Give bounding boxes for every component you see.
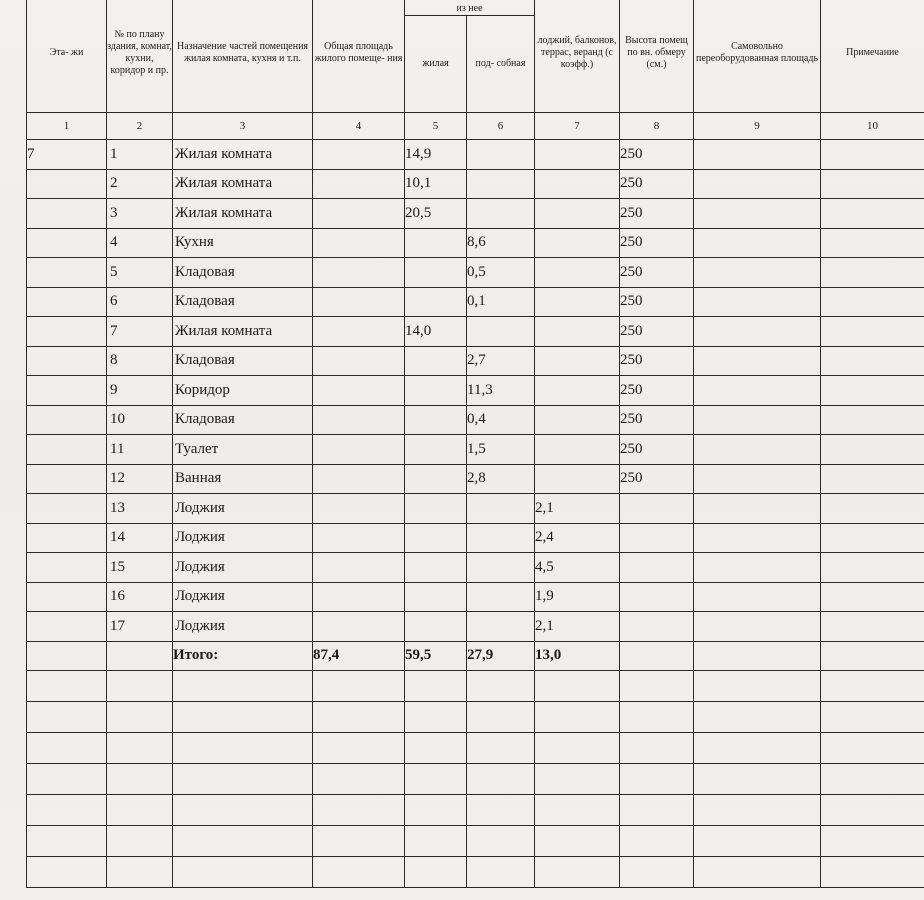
- column-number: 8: [620, 113, 694, 140]
- auxiliary-area-cell: [467, 317, 535, 347]
- auxiliary-area-cell: [467, 582, 535, 612]
- loggia-area-cell: [535, 346, 620, 376]
- height-cell: 250: [620, 317, 694, 347]
- empty-row: [27, 763, 924, 794]
- auxiliary-area-cell: 0,1: [467, 287, 535, 317]
- reconstructed-area-cell: [694, 140, 821, 170]
- column-number-row: [27, 113, 924, 140]
- room-inventory-table: [26, 0, 924, 888]
- empty-row: [27, 825, 924, 856]
- table-row: [27, 199, 924, 229]
- note-cell: [821, 582, 924, 612]
- note-cell: [821, 523, 924, 553]
- auxiliary-area-cell: 2,7: [467, 346, 535, 376]
- reconstructed-area-cell: [694, 494, 821, 524]
- plan-number-cell: 4: [107, 228, 173, 258]
- floor-cell: [27, 435, 107, 465]
- table-row: [27, 405, 924, 435]
- reconstructed-area-cell: [694, 553, 821, 583]
- height-cell: 250: [620, 405, 694, 435]
- empty-row: [27, 701, 924, 732]
- note-cell: [821, 346, 924, 376]
- room-purpose-cell: Лоджия: [173, 612, 313, 642]
- reconstructed-area-cell: [694, 405, 821, 435]
- note-cell: [821, 199, 924, 229]
- living-area-cell: [405, 346, 467, 376]
- total-area-cell: [313, 317, 405, 347]
- room-purpose-cell: Кладовая: [173, 346, 313, 376]
- room-purpose-cell: Лоджия: [173, 582, 313, 612]
- room-purpose-cell: Лоджия: [173, 523, 313, 553]
- height-cell: 250: [620, 169, 694, 199]
- header-floor: Эта- жи: [27, 0, 107, 113]
- height-cell: 250: [620, 228, 694, 258]
- living-area-cell: [405, 228, 467, 258]
- table-row: [27, 435, 924, 465]
- note-cell: [821, 169, 924, 199]
- height-cell: [620, 582, 694, 612]
- height-cell: 250: [620, 199, 694, 229]
- auxiliary-area-cell: [467, 140, 535, 170]
- loggia-area-cell: [535, 287, 620, 317]
- header-purpose: Назначение частей помещения жилая комната, кухня и т.п.: [173, 0, 313, 113]
- total-area-cell: [313, 523, 405, 553]
- room-purpose-cell: Коридор: [173, 376, 313, 406]
- plan-number-cell: 15: [107, 553, 173, 583]
- floor-cell: [27, 582, 107, 612]
- height-cell: [620, 494, 694, 524]
- room-purpose-cell: Жилая комната: [173, 317, 313, 347]
- auxiliary-area-cell: [467, 523, 535, 553]
- living-area-cell: [405, 582, 467, 612]
- table-row: [27, 140, 924, 170]
- total-area-cell: [313, 435, 405, 465]
- note-cell: [821, 612, 924, 642]
- living-area-cell: [405, 376, 467, 406]
- plan-number-cell: 16: [107, 582, 173, 612]
- reconstructed-area-cell: [694, 612, 821, 642]
- total-area-cell: [313, 258, 405, 288]
- loggia-area-cell: 1,9: [535, 582, 620, 612]
- header-living: жилая: [405, 16, 467, 113]
- floor-cell: [27, 199, 107, 229]
- column-number: 3: [173, 113, 313, 140]
- plan-number-cell: 3: [107, 199, 173, 229]
- height-cell: [620, 523, 694, 553]
- floor-cell: [27, 612, 107, 642]
- height-cell: 250: [620, 346, 694, 376]
- note-cell: [821, 553, 924, 583]
- room-purpose-cell: Кухня: [173, 228, 313, 258]
- reconstructed-area-cell: [694, 258, 821, 288]
- floor-cell: [27, 317, 107, 347]
- height-cell: [620, 612, 694, 642]
- reconstructed-area-cell: [694, 346, 821, 376]
- total-area-cell: [313, 612, 405, 642]
- auxiliary-area-cell: 8,6: [467, 228, 535, 258]
- note-cell: [821, 228, 924, 258]
- auxiliary-area-cell: [467, 612, 535, 642]
- plan-number-cell: 7: [107, 317, 173, 347]
- column-number: 7: [535, 113, 620, 140]
- plan-number-cell: 2: [107, 169, 173, 199]
- floor-cell: [27, 553, 107, 583]
- plan-number-cell: 5: [107, 258, 173, 288]
- floor-cell: 7: [27, 140, 107, 170]
- living-area-cell: [405, 464, 467, 494]
- reconstructed-area-cell: [694, 582, 821, 612]
- total-area-cell: [313, 140, 405, 170]
- auxiliary-area-cell: 11,3: [467, 376, 535, 406]
- room-purpose-cell: Жилая комната: [173, 169, 313, 199]
- auxiliary-area-cell: [467, 199, 535, 229]
- loggia-area-cell: [535, 405, 620, 435]
- note-cell: [821, 435, 924, 465]
- floor-cell: [27, 169, 107, 199]
- room-purpose-cell: Жилая комната: [173, 140, 313, 170]
- total-area-cell: [313, 405, 405, 435]
- table-row: [27, 612, 924, 642]
- column-number: 4: [313, 113, 405, 140]
- header-loggia: лоджий, балконов, террас, веранд (с коэфф.): [535, 0, 620, 113]
- room-purpose-cell: Кладовая: [173, 258, 313, 288]
- floor-cell: [27, 228, 107, 258]
- header-reconstructed-area: Самовольно переоборудованная площадь: [694, 0, 821, 113]
- reconstructed-area-cell: [694, 228, 821, 258]
- loggia-area-cell: 4,5: [535, 553, 620, 583]
- floor-cell: [27, 405, 107, 435]
- auxiliary-area-cell: 0,4: [467, 405, 535, 435]
- room-purpose-cell: Лоджия: [173, 553, 313, 583]
- floor-cell: [27, 523, 107, 553]
- floor-cell: [27, 494, 107, 524]
- total-area-cell: [313, 228, 405, 258]
- auxiliary-area-cell: [467, 494, 535, 524]
- plan-number-cell: 1: [107, 140, 173, 170]
- table-row: [27, 376, 924, 406]
- total-area-cell: [313, 287, 405, 317]
- total-area-sum: 87,4: [313, 641, 405, 670]
- table-row: [27, 464, 924, 494]
- empty-row: [27, 856, 924, 887]
- total-area-cell: [313, 582, 405, 612]
- living-area-cell: [405, 612, 467, 642]
- table-row: [27, 258, 924, 288]
- height-cell: 250: [620, 140, 694, 170]
- header-total-area: Общая площадь жилого помеще- ния: [313, 0, 405, 113]
- header-auxiliary: под- собная: [467, 16, 535, 113]
- loggia-area-cell: 2,1: [535, 612, 620, 642]
- living-area-cell: [405, 523, 467, 553]
- table-row: [27, 582, 924, 612]
- total-area-cell: [313, 169, 405, 199]
- loggia-area-cell: [535, 435, 620, 465]
- total-label: Итого:: [173, 641, 313, 670]
- room-purpose-cell: Жилая комната: [173, 199, 313, 229]
- living-area-cell: 10,1: [405, 169, 467, 199]
- column-number: 9: [694, 113, 821, 140]
- reconstructed-area-cell: [694, 199, 821, 229]
- table-row: [27, 523, 924, 553]
- height-cell: 250: [620, 258, 694, 288]
- table-row: [27, 169, 924, 199]
- room-purpose-cell: Кладовая: [173, 287, 313, 317]
- header-note: Примечание: [821, 0, 924, 113]
- total-row: [27, 641, 924, 670]
- loggia-area-cell: 2,1: [535, 494, 620, 524]
- floor-cell: [27, 346, 107, 376]
- total-area-cell: [313, 494, 405, 524]
- total-area-cell: [313, 464, 405, 494]
- floor-cell: [27, 258, 107, 288]
- reconstructed-area-cell: [694, 376, 821, 406]
- header-plan-number: № по плану здания, комнат, кухни, коридор и пр.: [107, 0, 173, 113]
- plan-number-cell: 6: [107, 287, 173, 317]
- table-row: [27, 346, 924, 376]
- loggia-area-cell: 2,4: [535, 523, 620, 553]
- loggia-area-cell: [535, 464, 620, 494]
- loggia-area-cell: [535, 258, 620, 288]
- living-area-cell: [405, 435, 467, 465]
- plan-number-cell: 11: [107, 435, 173, 465]
- loggia-area-cell: [535, 140, 620, 170]
- loggia-area-cell: [535, 376, 620, 406]
- total-loggia-sum: 13,0: [535, 641, 620, 670]
- table-row: [27, 287, 924, 317]
- height-cell: 250: [620, 464, 694, 494]
- room-purpose-cell: Туалет: [173, 435, 313, 465]
- room-purpose-cell: Кладовая: [173, 405, 313, 435]
- loggia-area-cell: [535, 228, 620, 258]
- note-cell: [821, 464, 924, 494]
- plan-number-cell: 8: [107, 346, 173, 376]
- auxiliary-area-cell: 1,5: [467, 435, 535, 465]
- note-cell: [821, 140, 924, 170]
- room-purpose-cell: Лоджия: [173, 494, 313, 524]
- height-cell: [620, 553, 694, 583]
- total-area-cell: [313, 553, 405, 583]
- living-area-cell: 20,5: [405, 199, 467, 229]
- total-aux-sum: 27,9: [467, 641, 535, 670]
- height-cell: 250: [620, 435, 694, 465]
- plan-number-cell: 17: [107, 612, 173, 642]
- auxiliary-area-cell: 0,5: [467, 258, 535, 288]
- note-cell: [821, 258, 924, 288]
- plan-number-cell: 10: [107, 405, 173, 435]
- plan-number-cell: 13: [107, 494, 173, 524]
- column-number: 2: [107, 113, 173, 140]
- note-cell: [821, 376, 924, 406]
- reconstructed-area-cell: [694, 287, 821, 317]
- column-number: 1: [27, 113, 107, 140]
- empty-row: [27, 732, 924, 763]
- total-area-cell: [313, 376, 405, 406]
- column-number: 6: [467, 113, 535, 140]
- note-cell: [821, 405, 924, 435]
- empty-row: [27, 794, 924, 825]
- auxiliary-area-cell: 2,8: [467, 464, 535, 494]
- reconstructed-area-cell: [694, 317, 821, 347]
- header-height: Высота помещ по вн. обмеру (см.): [620, 0, 694, 113]
- living-area-cell: 14,9: [405, 140, 467, 170]
- height-cell: 250: [620, 287, 694, 317]
- table-row: [27, 553, 924, 583]
- header-of-it: из нее: [405, 0, 535, 16]
- living-area-cell: [405, 405, 467, 435]
- note-cell: [821, 287, 924, 317]
- living-area-cell: 14,0: [405, 317, 467, 347]
- table-row: [27, 494, 924, 524]
- floor-cell: [27, 376, 107, 406]
- column-number: 10: [821, 113, 924, 140]
- room-purpose-cell: Ванная: [173, 464, 313, 494]
- living-area-cell: [405, 553, 467, 583]
- loggia-area-cell: [535, 317, 620, 347]
- total-area-cell: [313, 346, 405, 376]
- living-area-cell: [405, 494, 467, 524]
- total-area-cell: [313, 199, 405, 229]
- table-row: [27, 317, 924, 347]
- empty-row: [27, 670, 924, 701]
- loggia-area-cell: [535, 199, 620, 229]
- floor-cell: [27, 287, 107, 317]
- height-cell: 250: [620, 376, 694, 406]
- reconstructed-area-cell: [694, 523, 821, 553]
- plan-number-cell: 12: [107, 464, 173, 494]
- floor-cell: [27, 464, 107, 494]
- column-number: 5: [405, 113, 467, 140]
- reconstructed-area-cell: [694, 435, 821, 465]
- living-area-cell: [405, 287, 467, 317]
- reconstructed-area-cell: [694, 464, 821, 494]
- plan-number-cell: 9: [107, 376, 173, 406]
- loggia-area-cell: [535, 169, 620, 199]
- total-living-sum: 59,5: [405, 641, 467, 670]
- note-cell: [821, 317, 924, 347]
- plan-number-cell: 14: [107, 523, 173, 553]
- auxiliary-area-cell: [467, 553, 535, 583]
- living-area-cell: [405, 258, 467, 288]
- note-cell: [821, 494, 924, 524]
- reconstructed-area-cell: [694, 169, 821, 199]
- table-row: [27, 228, 924, 258]
- auxiliary-area-cell: [467, 169, 535, 199]
